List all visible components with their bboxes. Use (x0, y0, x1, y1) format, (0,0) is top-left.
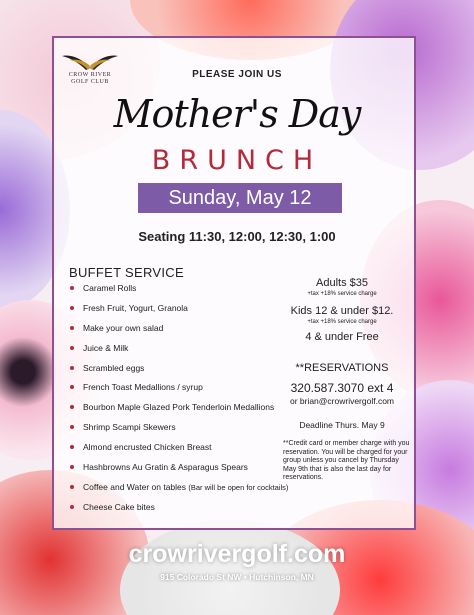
mothers-day-title: Mother's Day (113, 92, 361, 136)
menu-item: Cheese Cake bites (70, 502, 288, 522)
menu-item: Bourbon Maple Glazed Pork Tenderloin Medallions (70, 402, 288, 422)
menu-item: Hashbrowns Au Gratin & Asparagus Spears (70, 462, 288, 482)
crow-river-logo (57, 50, 123, 86)
reservation-deadline: Deadline Thurs. May 9 (299, 420, 385, 430)
logo-line-2: GOLF CLUB (71, 79, 109, 85)
date-banner: Sunday, May 12 (138, 183, 342, 213)
logo-line-1: CROW RIVER (68, 72, 112, 78)
kids-price-note: +tax +18% service charge (307, 319, 377, 325)
invite-text: PLEASE JOIN US (192, 69, 282, 80)
buffet-title: BUFFET SERVICE (69, 265, 184, 280)
reservation-email[interactable]: or brian@crowrivergolf.com (289, 396, 395, 406)
adult-price: Adults $35 (316, 277, 368, 289)
seating-times: Seating 11:30, 12:00, 12:30, 1:00 (138, 229, 336, 244)
adult-price-note: +tax +18% service charge (307, 291, 377, 297)
brunch-title: BRUNCH (151, 145, 323, 176)
address: 915 Colorado St NW • Hutchinson, MN (160, 572, 314, 582)
buffet-menu (70, 283, 288, 522)
menu-item: Caramel Rolls (70, 283, 288, 303)
menu-item: French Toast Medallions / syrup (70, 382, 288, 402)
menu-item: Shrimp Scampi Skewers (70, 422, 288, 442)
free-price: 4 & under Free (305, 331, 379, 343)
kids-price: Kids 12 & under $12. (290, 305, 394, 317)
reservation-phone[interactable]: 320.587.3070 ext 4 (290, 381, 394, 395)
website-link[interactable]: crowrivergolf.com (128, 540, 346, 568)
menu-item: Make your own salad (70, 323, 288, 343)
reservation-fine-print: **Credit card or member charge with you reservation. You will be charged for your group unless you cancel by Thursday May 9th that is also the last day for reservations. (283, 440, 410, 481)
reservations-title: **RESERVATIONS (295, 362, 389, 374)
menu-item: Coffee and Water on tables (Bar will be open for cocktails) (70, 482, 288, 502)
menu-item-note: (Bar will be open for cocktails) (188, 482, 289, 492)
menu-item: Juice & Milk (70, 343, 288, 363)
menu-item: Almond encrusted Chicken Breast (70, 442, 288, 462)
menu-item: Fresh Fruit, Yogurt, Granola (70, 303, 288, 323)
menu-item: Scrambled eggs (70, 363, 288, 383)
